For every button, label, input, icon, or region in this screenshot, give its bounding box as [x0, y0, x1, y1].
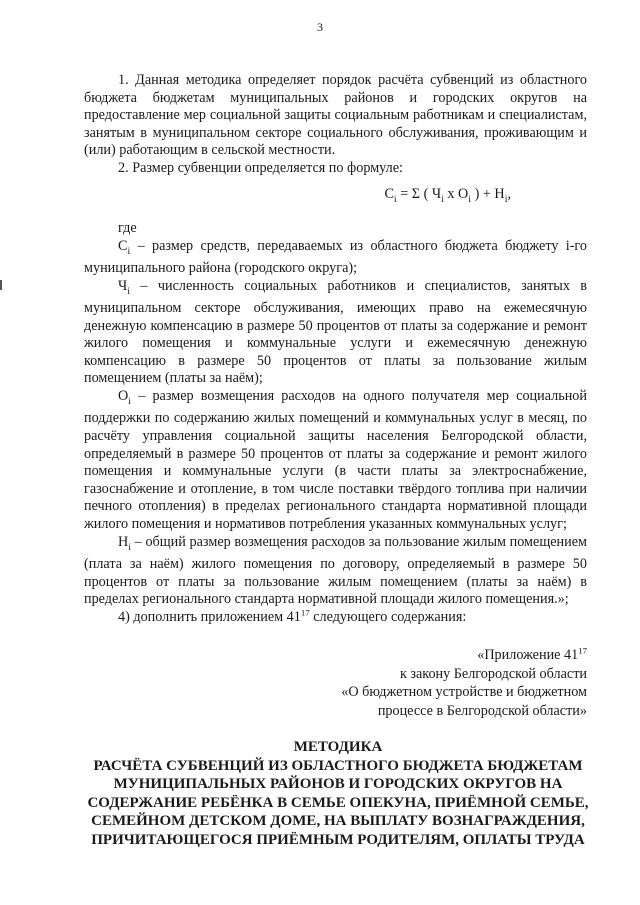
- definition-oi: [84, 388, 587, 534]
- subvention-formula: [84, 186, 587, 208]
- paragraph-1: 1. Данная методика определяет порядок расчёта субвенций из областного бюджета бюджетам муниципальных районов и городских округов на предоставление мер социальной защиты социальным работникам и специалистам, занятым в муниципальном секторе социального обслуживания, проживающим и (или) работающим в сельской местности.: [84, 72, 587, 159]
- formula-x: x O: [443, 185, 469, 202]
- appendix-header: [84, 646, 587, 720]
- heading-line-1: МЕТОДИКА: [293, 739, 383, 755]
- oi-text: – размер возмещения расходов на одного получателя мер социальной поддержки по содержанию жилых помещений и коммунальных услуг в месяц, по расчёту управления социальной защиты населения Белгородской области, определяемый в размере 50 процентов от платы за содержание и ремонт жилого помещения и коммунальные услуги (в части платы за электроснабжение, газоснабжение и отопление, в том числе поставки твёрдого топлива при наличии печного отопления) в пределах регионального стандарта нормативной площади жилого помещения и нормативов потребления указанных коммунальных услуг;: [84, 387, 587, 532]
- formula-c-sub: i: [393, 193, 397, 205]
- hi-sub: i: [128, 541, 132, 553]
- chi-text: – численность социальных работников и специалистов, занятых в муниципальном секторе обслуживания, имеющих право на ежемесячную денежную компенсацию в размере 50 процентов от платы за содержание и ремонт жилого помещения и коммунальные услуги и ежемесячную денежную компенсацию в размере 50 процентов от платы за пользование жилым помещением (платы за наём);: [84, 277, 587, 387]
- heading-line-3: МУНИЦИПАЛЬНЫХ РАЙОНОВ И ГОРОДСКИХ ОКРУГОВ НА: [113, 776, 563, 792]
- definition-hi: [84, 534, 587, 609]
- formula-h-sub: i: [504, 193, 508, 205]
- paragraph-2: 2. Размер субвенции определяется по формуле:: [118, 159, 403, 176]
- appendix-line-3: «О бюджетном устройстве и бюджетном: [341, 684, 587, 701]
- heading-line-5: СЕМЕЙНОМ ДЕТСКОМ ДОМЕ, НА ВЫПЛАТУ ВОЗНАГРАЖДЕНИЯ,: [91, 813, 585, 829]
- hi-text: – общий размер возмещения расходов за пользование жилым помещением (плата за наём) жилого помещения по договору, определяемый в размере 50 процентов от платы за пользование жилым помещением (платы за наём) в пределах регионального стандарта нормативной площади жилого помещения.»;: [84, 533, 587, 608]
- appendix-sup: 17: [578, 645, 587, 656]
- p4-after: следующего содержания:: [309, 608, 467, 625]
- definition-chi: [84, 278, 587, 388]
- appendix-line-1: [84, 646, 587, 665]
- formula-eq: = Σ ( Ч: [396, 185, 442, 202]
- p4-sup: 17: [300, 607, 310, 618]
- formula-plus: ) + H: [471, 185, 505, 202]
- hi-symbol: H: [118, 533, 129, 550]
- heading-line-2: РАСЧЁТА СУБВЕНЦИЙ ИЗ ОБЛАСТНОГО БЮДЖЕТА БЮДЖЕТАМ: [93, 757, 583, 774]
- heading-line-6: ПРИЧИТАЮЩЕГОСЯ ПРИЁМНЫМ РОДИТЕЛЯМ, ОПЛАТЫ ТРУДА: [91, 831, 585, 848]
- scan-edge-mark: [0, 280, 2, 290]
- formula-o-sub: i: [468, 193, 472, 205]
- ci-symbol: C: [118, 237, 128, 254]
- page-number: 3: [317, 20, 323, 34]
- appendix-line-2: к закону Белгородской области: [399, 665, 587, 682]
- ci-sub: i: [127, 245, 131, 257]
- appendix-title: «Приложение 41: [477, 647, 579, 664]
- document-body: [84, 72, 587, 720]
- chi-sub: i: [127, 285, 130, 297]
- methodology-heading: [78, 738, 598, 849]
- definition-ci: [84, 238, 587, 278]
- formula-ch-sub: i: [441, 193, 444, 205]
- oi-symbol: O: [118, 387, 129, 404]
- where-label: где: [118, 219, 137, 236]
- oi-sub: i: [128, 395, 132, 407]
- formula-c: C: [384, 185, 394, 202]
- heading-line-4: СОДЕРЖАНИЕ РЕБЁНКА В СЕМЬЕ ОПЕКУНА, ПРИЁМНОЙ СЕМЬЕ,: [87, 794, 589, 811]
- p4-before: 4) дополнить приложением 41: [118, 608, 301, 625]
- chi-symbol: Ч: [118, 277, 128, 294]
- ci-text: – размер средств, передаваемых из областного бюджета бюджету i-го муниципального района (городского округа);: [84, 237, 587, 276]
- formula-end: ,: [507, 185, 511, 202]
- paragraph-4: [84, 609, 587, 627]
- appendix-line-4: процессе в Белгородской области»: [377, 702, 587, 719]
